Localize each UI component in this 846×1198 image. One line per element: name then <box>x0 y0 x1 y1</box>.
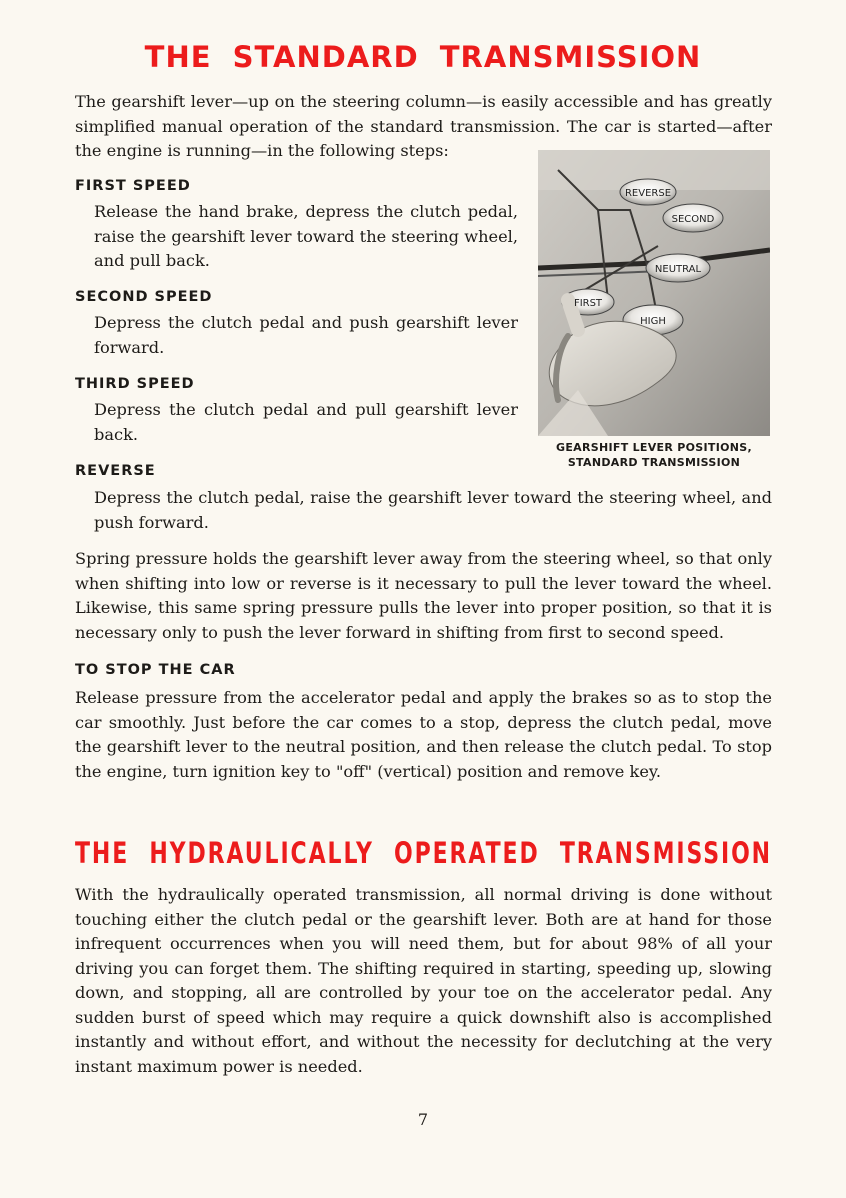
section-title-hydraulic-transmission: THE HYDRAULICALLY OPERATED TRANSMISSION <box>75 836 772 870</box>
knob-label-neutral: NEUTRAL <box>654 264 702 275</box>
hydraulic-paragraph: With the hydraulically operated transmission, all normal driving is done without touching either the clutch pedal or the gearshift lever. Both are at hand for those infrequent occurrences when you will need them, but for about 98% of all your driving you can forget them. The shifting required in starting, speeding up, slowing down, and stopping, all are controlled by your toe on the accelerator pedal. Any sudden burst of speed which may require a quick downshift also is accomplished instantly and without effort, and without the necessity for declutching at the very instant maximum power is needed. <box>75 885 772 1076</box>
step-heading-third-speed: THIRD SPEED <box>75 376 195 392</box>
spring-pressure-paragraph: Spring pressure holds the gearshift lever away from the steering wheel, so that only when shifting into low or reverse is it necessary to pull the lever toward the wheel. Likewise, this same spring pressure pulls the lever into proper position, so that it is necessary only to push the lever forward in shifting from first to second speed. <box>75 549 772 642</box>
step-heading-first-speed: FIRST SPEED <box>75 178 191 194</box>
intro-text: The gearshift lever—up on the steering column—is easily accessible and has greatly simplified manual operation of the standard transmission. The car is started—after the engine is running—in the following steps: <box>75 92 772 160</box>
caption-line-2: STANDARD TRANSMISSION <box>567 456 741 469</box>
knob-label-first: FIRST <box>573 298 603 309</box>
photo-caption <box>540 440 768 470</box>
step-text-third-speed: Depress the clutch pedal and pull gearshift lever back. <box>94 400 518 444</box>
step-heading-second-speed: SECOND SPEED <box>75 289 213 305</box>
knob-label-high: HIGH <box>640 316 666 327</box>
stop-car-heading: TO STOP THE CAR <box>75 662 236 678</box>
step-text-first-speed: Release the hand brake, depress the clutch pedal, raise the gearshift lever toward the steering wheel, and pull back. <box>94 202 518 270</box>
stop-car-paragraph: Release pressure from the accelerator pedal and apply the brakes so as to stop the car smoothly. Just before the car comes to a stop, depress the clutch pedal, move the gearshift lever to the neutral position, and then release the clutch pedal. To stop the engine, turn ignition key to "off" (vertical) position and remove key. <box>75 688 772 781</box>
page-number: 7 <box>417 1110 429 1129</box>
step-text-second-speed: Depress the clutch pedal and push gearshift lever forward. <box>94 313 518 357</box>
step-text-reverse: Depress the clutch pedal, raise the gearshift lever toward the steering wheel, and push forward. <box>94 488 772 532</box>
knob-label-reverse: REVERSE <box>624 188 672 199</box>
knob-label-second: SECOND <box>671 214 715 225</box>
step-heading-reverse: REVERSE <box>75 463 156 479</box>
gearshift-photo <box>538 150 770 436</box>
section-title-standard-transmission: THE STANDARD TRANSMISSION <box>144 40 702 74</box>
caption-line-1: GEARSHIFT LEVER POSITIONS, <box>556 441 752 454</box>
